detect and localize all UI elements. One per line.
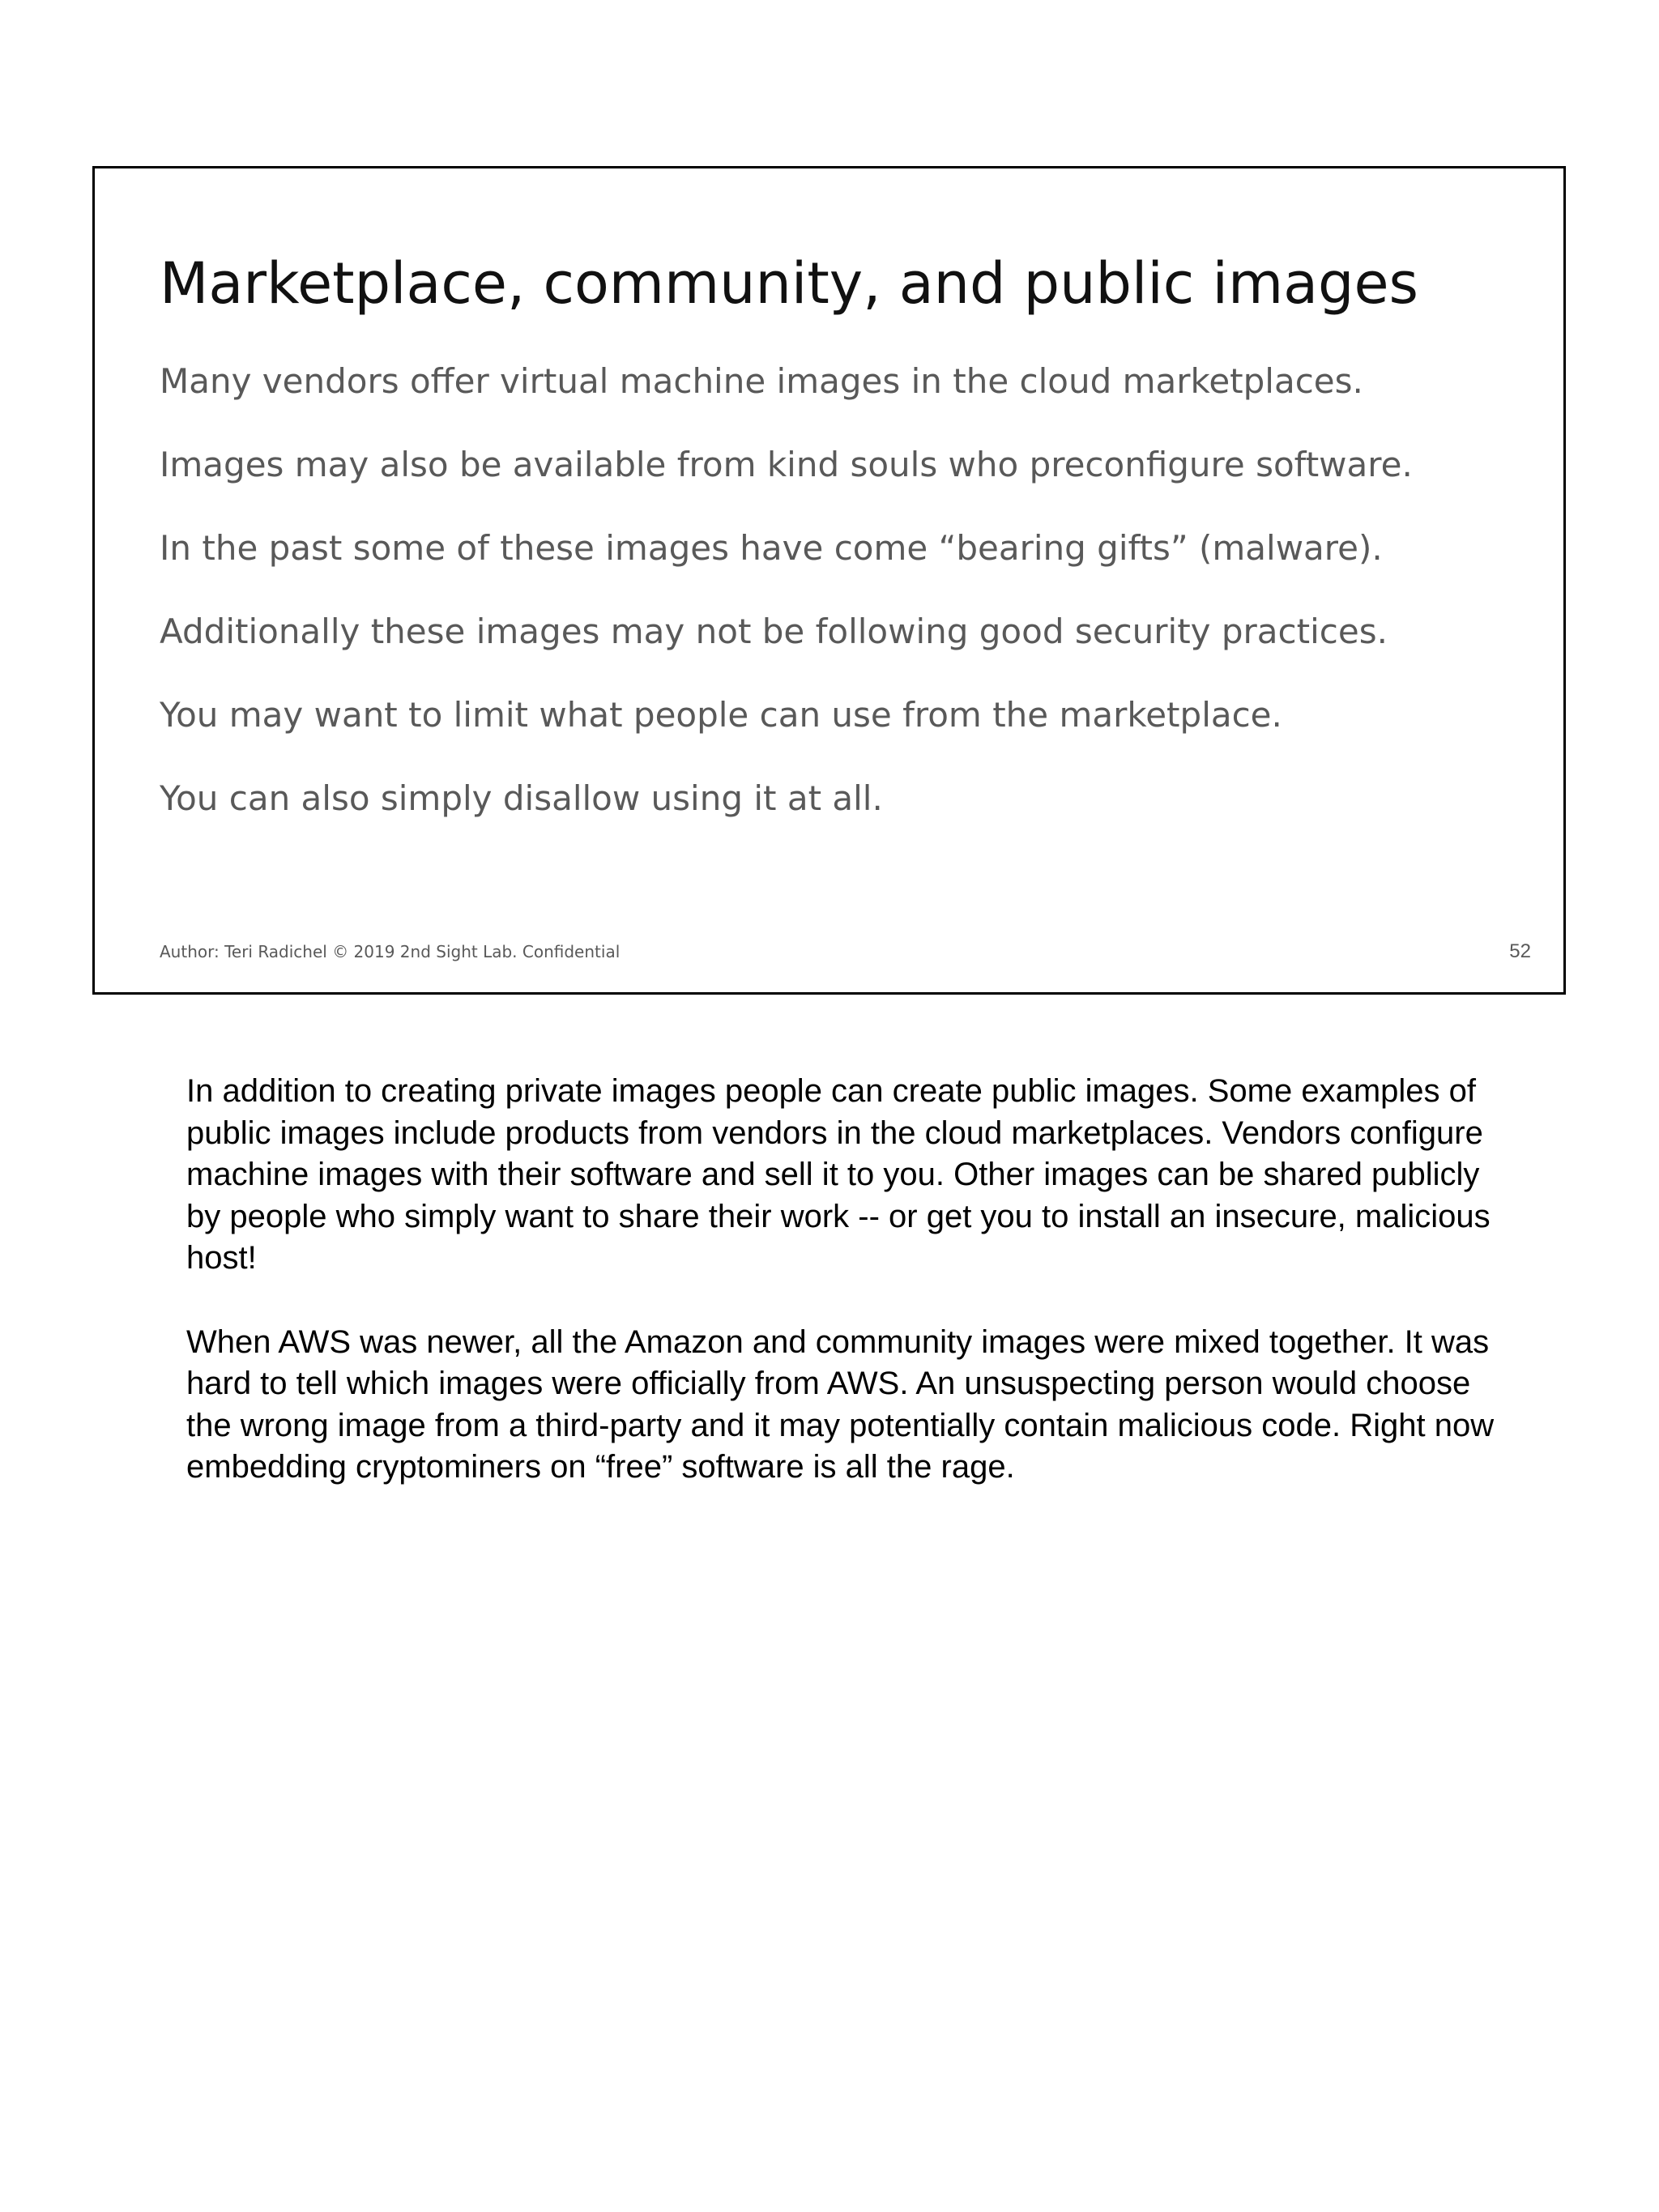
slide-bullet: Many vendors offer virtual machine images in the cloud marketplaces. xyxy=(160,361,1363,401)
speaker-notes xyxy=(186,1071,1499,1531)
notes-paragraph: When AWS was newer, all the Amazon and community images were mixed together. It was hard to tell which images were officially from AWS. An unsuspecting person would choose the wrong image from a third-party and it may potentially contain malicious code. Right now embedding cryptominers on “free” software is all the rage. xyxy=(186,1323,1495,1485)
slide-bullet: Images may also be available from kind souls who preconfigure software. xyxy=(160,445,1413,484)
slide-bullet-list xyxy=(160,359,1413,859)
slide-title: Marketplace, community, and public images xyxy=(160,250,1419,317)
slide-frame xyxy=(92,166,1566,995)
slide-bullet: You can also simply disallow using it at all. xyxy=(160,778,883,818)
slide-bullet: In the past some of these images have come “bearing gifts” (malware). xyxy=(160,528,1383,568)
notes-paragraph: In addition to creating private images people can create public images. Some examples of public images include products from vendors in the cloud marketplaces. Vendors configure machine images with their software and sell it to you. Other images can be shared publicly by people who simply want to share their work -- or get you to install an insecure, malicious host! xyxy=(186,1073,1491,1276)
slide-footer-author: Author: Teri Radichel © 2019 2nd Sight Lab. Confidential xyxy=(160,942,621,961)
slide-bullet: Additionally these images may not be following good security practices. xyxy=(160,612,1388,651)
slide-page-number: 52 xyxy=(1509,940,1531,962)
slide-bullet: You may want to limit what people can use from the marketplace. xyxy=(160,695,1282,735)
